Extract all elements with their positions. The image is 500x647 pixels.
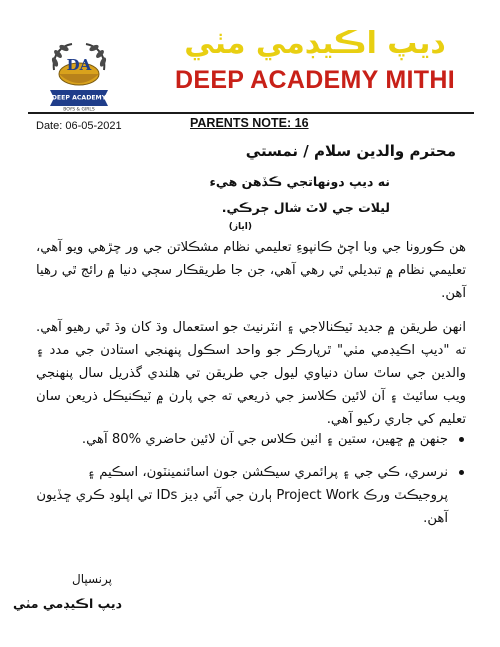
header-divider xyxy=(28,112,474,114)
signature-name: ديپ اڪيڊمي مٺي xyxy=(13,596,122,611)
bullet-text: جنهن ۾ ڇهين، ستين ۽ اٺين ڪلاس جي آن لائين حاضري %80 آهي. xyxy=(81,432,448,447)
poem-attribution: (اياز) xyxy=(228,222,252,232)
salutation: محترم والدين سلام / نمستي xyxy=(245,142,456,160)
list-item xyxy=(36,428,466,451)
academy-logo xyxy=(44,36,114,112)
logo-name: DEEP ACADEMY xyxy=(51,94,107,102)
paragraph-2: انهن طريقن ۾ جديد ٽيڪنالاجي ۽ انٽرنيٽ جو استعمال وڌ کان وڌ ٿي رهيو آهي. ته "ديپ اڪيڊمي مٺي" ٿرپارڪر جو واحد اسڪول پنهنجي استادن جي مدد ۽ والدين جي ساٿ سان دنياوي ليول جي طريقن تي هلندي گذريل سال پنهنجي ويب سائيٽ ۽ آن لائين ڪلاسز جي ذريعي ته جي پارن ۾ ٽيڪنيڪل ذريعن سان تعليم کي جاري رکيو آهي. xyxy=(36,320,466,427)
list-item xyxy=(36,461,466,530)
bullet-icon xyxy=(459,437,464,442)
poem-line-2: ليلات جي لاٽ شال ڄرڪي. xyxy=(221,200,390,215)
academy-title-english: DEEP ACADEMY MITHI xyxy=(175,66,455,94)
poem-line-1: نه ديپ دونهاتجي ڪڏهن هيء xyxy=(209,174,390,189)
logo-letters: DA xyxy=(66,56,92,74)
bullet-list xyxy=(36,428,466,530)
bullet-icon xyxy=(459,470,464,475)
signature-title: پرنسپال xyxy=(71,572,112,586)
note-title: PARENTS NOTE: 16 xyxy=(190,116,309,130)
paragraph-1: هن ڪورونا جي وبا اچڻ ڪانپوءِ تعليمي نظام مشڪلاتن جي ور چڙهي ويو آهي، تعليمي نظام ۾ تبديلي ٿي رهي آهي، جن جا طريقڪار سڄي دنيا ۾ رائج ٿي رهيا آهن. xyxy=(36,240,466,301)
logo-tagline: BOYS & GIRLS xyxy=(63,107,95,112)
note-date: Date: 06-05-2021 xyxy=(36,120,122,132)
academy-title-sindhi: ديپ اڪيڊمي مٺي xyxy=(184,26,446,61)
bullet-text: نرسري، ڪي جي ۽ پرائمري سيڪشن جون اسائنمينٽون، اسڪيم ۽ پروجيڪٽ ورڪ Project Work ٻارن جي آئي ڊيز IDs تي اپلوڊ ڪري ڇڏيون آهن. xyxy=(36,465,448,526)
